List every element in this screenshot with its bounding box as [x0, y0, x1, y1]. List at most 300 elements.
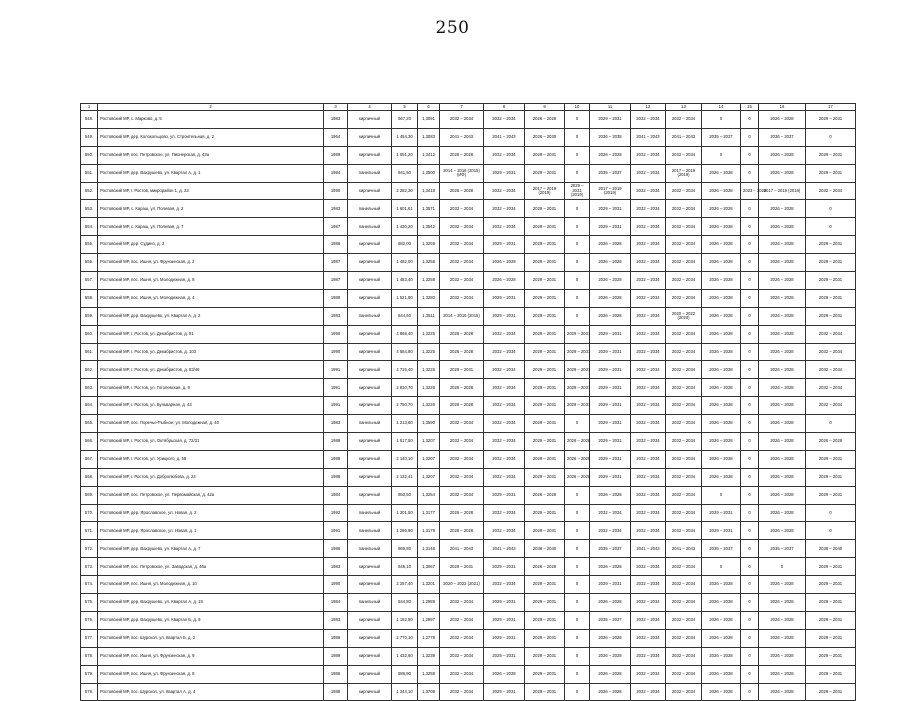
table-cell: 2032 – 2034 — [666, 361, 702, 379]
table-cell: 2032 – 2034 — [666, 254, 702, 272]
table-cell: кирпичный — [348, 254, 392, 272]
table-cell: 2035 – 2037 — [702, 128, 741, 146]
table-row — [81, 236, 856, 254]
table-cell: 2026 – 2028 — [702, 200, 741, 218]
table-cell: 2032 – 2034 — [484, 182, 525, 200]
table-cell: 1,3542 — [418, 218, 440, 236]
column-header: 1 — [81, 104, 98, 111]
table-cell: 0 — [806, 415, 856, 433]
table-cell: 1 432,60 — [392, 647, 418, 665]
table-cell: 2026 – 2028 — [759, 397, 806, 415]
table-cell: 2032 – 2034 — [440, 611, 484, 629]
table-cell: кирпичный — [348, 665, 392, 683]
table-cell: 0 — [741, 272, 759, 290]
table-cell: Ростовский МР, с. Караш, ул. Полевая, д. 7 — [98, 218, 324, 236]
table-cell: 2032 – 2034 — [484, 218, 525, 236]
table-cell: 2026 – 2028 — [440, 522, 484, 540]
table-cell: 1,3239 — [418, 647, 440, 665]
table-cell: 2017 – 2019 (2019) — [525, 182, 565, 200]
table-cell: 1989 — [324, 146, 348, 164]
table-cell: 2026 – 2028 — [759, 450, 806, 468]
table-cell: 2029 – 2031 — [525, 415, 565, 433]
table-cell: 846,10 — [392, 558, 418, 576]
table-cell: 2029 – 2031 — [525, 218, 565, 236]
table-cell: 841,50 — [392, 164, 418, 182]
table-cell: 2032 – 2034 — [666, 200, 702, 218]
column-header: 2 — [98, 104, 324, 111]
table-cell: 886,90 — [392, 665, 418, 683]
table-cell: 1990 — [324, 576, 348, 594]
table-cell: 2032 – 2034 — [440, 200, 484, 218]
table-cell: 2029 – 2031 — [806, 272, 856, 290]
table-cell: 0 — [741, 236, 759, 254]
table-cell: 551. — [81, 164, 98, 182]
table-cell: Ростовский МР, пос. Шурскол, ул. Квартал Б, д. 2 — [98, 629, 324, 647]
table-cell: 2029 – 2031 — [484, 629, 525, 647]
table-cell: 0 — [759, 558, 806, 576]
table-cell: 2 140,10 — [392, 450, 418, 468]
table-cell: 2029 – 2031 — [484, 236, 525, 254]
table-cell: 1984 — [324, 164, 348, 182]
table-cell: 2026 – 2028 — [702, 289, 741, 307]
table-cell: 2029 – 2031 — [806, 111, 856, 129]
table-cell: 0 — [806, 504, 856, 522]
table-cell: 2026 – 2028 — [590, 486, 631, 504]
table-cell: 568. — [81, 468, 98, 486]
table-cell: 2029 – 2031 — [590, 361, 631, 379]
table-cell: 2026 – 2028 — [525, 558, 565, 576]
table-cell: 2029 – 2031 — [806, 254, 856, 272]
table-cell: 1 213,60 — [392, 415, 418, 433]
table-cell: 2026 – 2028 — [759, 415, 806, 433]
table-row — [81, 361, 856, 379]
table-cell: 0 — [741, 665, 759, 683]
table-cell: 1,3500 — [418, 164, 440, 182]
table-cell: 2032 – 2034 — [631, 236, 666, 254]
table-cell: 0 — [741, 504, 759, 522]
table-cell: Ростовский МР, г. Ростов, ул. Декабристов, д. 103 — [98, 343, 324, 361]
table-cell: 1987 — [324, 254, 348, 272]
table-cell: 2026 – 2028 — [565, 450, 590, 468]
table-row — [81, 254, 856, 272]
table-cell: 2041 – 2043 — [440, 540, 484, 558]
table-cell: 2026 – 2028 — [590, 289, 631, 307]
table-cell: 2029 – 2031 — [565, 343, 590, 361]
table-cell: Ростовский МР, г. Ростов, микрорайон 1, д. 33 — [98, 182, 324, 200]
table-cell: 1,3511 — [418, 307, 440, 325]
table-cell: 2035 – 2037 — [590, 611, 631, 629]
table-cell: 2032 – 2034 — [631, 683, 666, 701]
table-cell: 1990 — [324, 343, 348, 361]
table-cell: 577. — [81, 629, 98, 647]
table-cell: кирпичный — [348, 647, 392, 665]
table-row — [81, 611, 856, 629]
table-cell: 2029 – 2031 — [525, 629, 565, 647]
table-cell: панельный — [348, 594, 392, 612]
table-cell: Ростовский МР, г. Ростов, ул. Декабристов, д. 83/46 — [98, 361, 324, 379]
table-cell: кирпичный — [348, 111, 392, 129]
table-cell: 2032 – 2034 — [440, 450, 484, 468]
table-cell: кирпичный — [348, 576, 392, 594]
table-cell: 0 — [741, 379, 759, 397]
table-cell: 1 601,61 — [392, 200, 418, 218]
column-header: 5 — [392, 104, 418, 111]
table-cell: 1984 — [324, 594, 348, 612]
table-cell: 1992 — [324, 504, 348, 522]
table-cell: 2029 – 2031 — [525, 325, 565, 343]
table-cell: 2032 – 2034 — [440, 218, 484, 236]
table-row — [81, 397, 856, 415]
table-cell: панельный — [348, 522, 392, 540]
table-cell: Ростовский МР, г. Ростов, ул. Октябрьская, д. 72/31 — [98, 433, 324, 451]
table-cell: панельный — [348, 540, 392, 558]
table-cell: 2026 – 2028 — [806, 433, 856, 451]
table-cell: 2032 – 2034 — [631, 450, 666, 468]
table-cell: 1,3259 — [418, 236, 440, 254]
table-row — [81, 576, 856, 594]
table-cell: 2029 – 2031 — [806, 164, 856, 182]
table-cell: 0 — [565, 629, 590, 647]
table-cell: 2026 – 2028 — [702, 182, 741, 200]
table-row — [81, 433, 856, 451]
table-cell: 570. — [81, 504, 98, 522]
table-cell: 2026 – 2030 — [525, 128, 565, 146]
table-cell: 2029 – 2031 — [525, 200, 565, 218]
table-cell: 1 454,30 — [392, 128, 418, 146]
table-cell: 2032 – 2034 — [631, 361, 666, 379]
table-row — [81, 307, 856, 325]
table-cell: 2029 – 2031 — [806, 486, 856, 504]
table-cell: 2032 – 2034 — [631, 289, 666, 307]
table-cell: 2029 – 2031 — [806, 146, 856, 164]
table-cell: 0 — [565, 522, 590, 540]
table-cell: 0 — [741, 289, 759, 307]
table-cell: 1,2778 — [418, 629, 440, 647]
table-cell: 0 — [741, 683, 759, 701]
table-cell: 2 810,70 — [392, 379, 418, 397]
table-cell: 0 — [565, 254, 590, 272]
table-cell: 562. — [81, 361, 98, 379]
table-cell: 2032 – 2034 — [631, 307, 666, 325]
column-header: 17 — [806, 104, 856, 111]
table-cell: кирпичный — [348, 289, 392, 307]
table-cell: 2032 – 2034 — [666, 558, 702, 576]
table-cell: 578. — [81, 647, 98, 665]
table-cell: 2026 – 2028 — [590, 236, 631, 254]
table-cell: 558. — [81, 289, 98, 307]
table-cell: 2029 – 2031 — [525, 647, 565, 665]
table-cell: 1,3590 — [418, 415, 440, 433]
table-cell: 559. — [81, 307, 98, 325]
table-cell: 2032 – 2034 — [666, 146, 702, 164]
table-row — [81, 683, 856, 701]
table-cell: 2032 – 2034 — [440, 629, 484, 647]
table-cell: 2026 – 2028 — [590, 647, 631, 665]
column-header: 16 — [759, 104, 806, 111]
table-cell: 2026 – 2028 — [440, 504, 484, 522]
table-cell: 571. — [81, 522, 98, 540]
table-cell: 2029 – 2031 — [525, 236, 565, 254]
table-cell: 2029 – 2031 — [525, 289, 565, 307]
table-cell: 1984 — [324, 486, 348, 504]
table-cell: 1 483,40 — [392, 272, 418, 290]
table-cell: 2026 – 2028 — [440, 146, 484, 164]
table-cell: 2032 – 2034 — [484, 146, 525, 164]
table-cell: 1988 — [324, 433, 348, 451]
table-cell: 2026 – 2028 — [565, 468, 590, 486]
table-cell: 1,3226 — [418, 379, 440, 397]
table-cell: 1,3207 — [418, 468, 440, 486]
table-cell: 2032 – 2034 — [440, 254, 484, 272]
table-cell: 2026 – 2028 — [702, 307, 741, 325]
table-cell: 2029 – 2031 — [565, 361, 590, 379]
table-cell: 0 — [702, 111, 741, 129]
table-cell: 2029 – 2031 — [525, 146, 565, 164]
table-cell: 2029 – 2031 — [702, 504, 741, 522]
table-cell: 561. — [81, 343, 98, 361]
table-cell: кирпичный — [348, 379, 392, 397]
table-cell: 2032 – 2034 — [484, 111, 525, 129]
table-cell: 2029 – 2031 — [525, 307, 565, 325]
table-cell: 2029 – 2031 — [525, 594, 565, 612]
table-cell: Ростовский МР, дер. Судино, д. 3 — [98, 236, 324, 254]
table-cell: 1983 — [324, 558, 348, 576]
table-cell: Ростовский МР, с. Марково, д. 5 — [98, 111, 324, 129]
table-cell: 2032 – 2034 — [631, 433, 666, 451]
table-cell: 2032 – 2034 — [440, 647, 484, 665]
table-cell: 0 — [565, 128, 590, 146]
table-cell: 0 — [565, 415, 590, 433]
table-cell: 2026 – 2028 — [702, 254, 741, 272]
table-cell: 2029 – 2031 — [806, 665, 856, 683]
table-cell: 2026 – 2028 — [590, 683, 631, 701]
table-cell: 2026 – 2028 — [440, 325, 484, 343]
table-cell: 2026 – 2028 — [759, 576, 806, 594]
table-cell: 2026 – 2028 — [590, 594, 631, 612]
table-row — [81, 343, 856, 361]
table-cell: 2032 – 2034 — [484, 450, 525, 468]
table-cell: 2032 – 2034 — [806, 361, 856, 379]
table-cell: кирпичный — [348, 361, 392, 379]
table-cell: 2029 – 2031 — [525, 468, 565, 486]
table-cell: 2029 – 2031 — [525, 361, 565, 379]
table-cell: 1,2997 — [418, 611, 440, 629]
table-cell: 0 — [565, 218, 590, 236]
table-cell: 2029 – 2031 — [806, 558, 856, 576]
table-cell: 2029 – 2031 (2019) — [565, 182, 590, 200]
table-cell: 1991 — [324, 379, 348, 397]
table-cell: 2032 – 2034 — [631, 397, 666, 415]
table-cell: 0 — [565, 611, 590, 629]
table-row — [81, 504, 856, 522]
table-cell: 1991 — [324, 361, 348, 379]
table-cell: 569. — [81, 486, 98, 504]
table-cell: 682,00 — [392, 236, 418, 254]
column-header: 10 — [565, 104, 590, 111]
table-cell: 566. — [81, 433, 98, 451]
table-cell: кирпичный — [348, 128, 392, 146]
table-cell: 2029 – 2031 — [590, 111, 631, 129]
table-cell: 2032 – 2034 — [666, 236, 702, 254]
table-cell: 1987 — [324, 218, 348, 236]
table-cell: 2029 – 2031 — [806, 647, 856, 665]
table-cell: 2032 – 2034 — [440, 468, 484, 486]
table-cell: 0 — [741, 522, 759, 540]
table-cell: 2032 – 2034 — [631, 647, 666, 665]
table-cell: 2032 – 2034 — [806, 343, 856, 361]
table-cell: 0 — [741, 629, 759, 647]
table-cell: 869,80 — [392, 540, 418, 558]
column-header: 13 — [666, 104, 702, 111]
table-cell: 2032 – 2034 — [806, 182, 856, 200]
table-cell: 1,3207 — [418, 433, 440, 451]
table-cell: 2032 – 2034 — [666, 665, 702, 683]
table-cell: 0 — [741, 200, 759, 218]
table-row — [81, 379, 856, 397]
table-cell: 0 — [702, 558, 741, 576]
table-row — [81, 325, 856, 343]
table-cell: Ростовский МР, дер. Ярославское, ул. Новая, д. 1 — [98, 522, 324, 540]
table-cell: 563. — [81, 379, 98, 397]
table-cell: 2026 – 2028 — [702, 361, 741, 379]
table-cell: кирпичный — [348, 486, 392, 504]
table-cell: Ростовский МР, г. Ростов, ул. Добролюбова, д. 23 — [98, 468, 324, 486]
table-cell: 2032 – 2034 — [484, 361, 525, 379]
table-cell: 2035 – 2037 — [759, 540, 806, 558]
table-cell: 2026 – 2028 — [590, 558, 631, 576]
table-cell: 1986 — [324, 540, 348, 558]
table-cell: 0 — [741, 647, 759, 665]
table-cell: Ростовский МР, пос. Ишня, ул. Молодежная, д. 8 — [98, 272, 324, 290]
table-cell: кирпичный — [348, 629, 392, 647]
table-cell: 2026 – 2028 — [702, 397, 741, 415]
table-cell: 1991 — [324, 397, 348, 415]
table-cell: Ростовский МР, пос. Поречье-Рыбное, ул. Молодежная, д. 40 — [98, 415, 324, 433]
table-cell: 2 750,70 — [392, 397, 418, 415]
table-cell: 567. — [81, 450, 98, 468]
table-cell: 2038 – 2040 — [525, 540, 565, 558]
table-cell: 2032 – 2034 — [666, 433, 702, 451]
table-cell: 2032 – 2034 — [631, 111, 666, 129]
table-cell: 1987 — [324, 272, 348, 290]
table-cell: 2029 – 2031 — [590, 325, 631, 343]
table-cell: 2026 – 2028 — [702, 450, 741, 468]
table-cell: 2029 – 2031 — [590, 379, 631, 397]
table-cell: 2032 – 2034 — [666, 504, 702, 522]
table-cell: 2041 – 2043 — [631, 128, 666, 146]
table-cell: 2026 – 2028 — [702, 629, 741, 647]
table-cell: 552. — [81, 182, 98, 200]
table-cell: 1,3225 — [418, 325, 440, 343]
table-cell: 2036 – 2037 — [759, 128, 806, 146]
table-cell: 2032 – 2034 — [666, 379, 702, 397]
housing-repair-schedule-table — [80, 103, 856, 701]
table-cell: 0 — [806, 218, 856, 236]
table-cell: 0 — [741, 307, 759, 325]
table-cell: 0 — [565, 164, 590, 182]
table-cell: 2029 – 2031 — [484, 164, 525, 182]
table-cell: 576. — [81, 611, 98, 629]
table-cell: 556. — [81, 254, 98, 272]
table-cell: 2032 – 2034 — [631, 254, 666, 272]
table-cell: 0 — [565, 111, 590, 129]
table-cell: 1 517,50 — [392, 433, 418, 451]
table-cell: 2032 – 2034 — [666, 272, 702, 290]
table-cell: 1,3258 — [418, 272, 440, 290]
table-cell: 2026 – 2028 — [759, 379, 806, 397]
table-cell: 1986 — [324, 665, 348, 683]
table-cell: 2026 – 2028 — [702, 468, 741, 486]
table-cell: 2029 – 2031 — [525, 164, 565, 182]
table-cell: 2032 – 2034 — [631, 379, 666, 397]
table-cell: 2029 – 2031 — [565, 397, 590, 415]
table-cell: 1983 — [324, 307, 348, 325]
table-cell: 2032 – 2034 — [666, 182, 702, 200]
table-cell: 844,60 — [392, 307, 418, 325]
table-cell: Ростовский МР, дер. Вахрушево, ул. Квартал А, д. 19 — [98, 594, 324, 612]
table-cell: 578. — [81, 683, 98, 701]
table-cell: 2032 – 2034 — [484, 468, 525, 486]
table-cell: 0 — [741, 468, 759, 486]
table-cell: панельный — [348, 307, 392, 325]
table-cell: 2017 – 2019 (2019) — [590, 182, 631, 200]
table-cell: 1,3709 — [418, 683, 440, 701]
table-cell: 2032 – 2034 — [484, 397, 525, 415]
table-cell: 2026 – 2028 — [759, 468, 806, 486]
table-cell: 2026 – 2028 — [484, 254, 525, 272]
table-cell: 2026 – 2028 — [702, 325, 741, 343]
table-cell: 0 — [741, 594, 759, 612]
table-cell: 2029 – 2031 — [484, 558, 525, 576]
table-cell: 2032 – 2034 — [806, 397, 856, 415]
table-cell: 0 — [741, 343, 759, 361]
table-cell: 2026 – 2028 — [702, 343, 741, 361]
table-cell: 0 — [741, 254, 759, 272]
table-cell: 0 — [741, 576, 759, 594]
table-cell: 2032 – 2034 — [806, 379, 856, 397]
table-cell: 2026 – 2028 — [759, 665, 806, 683]
table-cell: 844,80 — [392, 594, 418, 612]
table-cell: 2041 – 2043 — [484, 128, 525, 146]
table-cell: 2032 – 2034 — [631, 629, 666, 647]
table-cell: 2032 – 2034 — [631, 343, 666, 361]
table-cell: 2029 – 2031 — [484, 486, 525, 504]
table-cell: 2032 – 2034 — [631, 504, 666, 522]
table-cell: 2029 – 2031 — [440, 558, 484, 576]
table-cell: 0 — [741, 540, 759, 558]
table-cell: 1,3091 — [418, 111, 440, 129]
column-header: 7 — [440, 104, 484, 111]
column-header: 14 — [702, 104, 741, 111]
table-cell: 1983 — [324, 415, 348, 433]
table-cell: 2026 – 2028 — [759, 200, 806, 218]
table-cell: 2017 – 2019 (2019) — [759, 182, 806, 200]
table-cell: 0 — [565, 683, 590, 701]
column-header: 12 — [631, 104, 666, 111]
table-cell: 2029 – 2031 — [565, 379, 590, 397]
column-header: 11 — [590, 104, 631, 111]
table-cell: 2 257,40 — [392, 576, 418, 594]
table-cell: 2041 – 2043 — [666, 128, 702, 146]
table-cell: 2026 – 2028 — [590, 272, 631, 290]
table-row — [81, 200, 856, 218]
table-cell: 554. — [81, 218, 98, 236]
table-cell: 2026 – 2028 — [759, 522, 806, 540]
table-cell: 2029 – 2031 — [806, 468, 856, 486]
table-cell: кирпичный — [348, 558, 392, 576]
table-cell: 2032 – 2034 — [666, 289, 702, 307]
table-cell: 0 — [741, 415, 759, 433]
